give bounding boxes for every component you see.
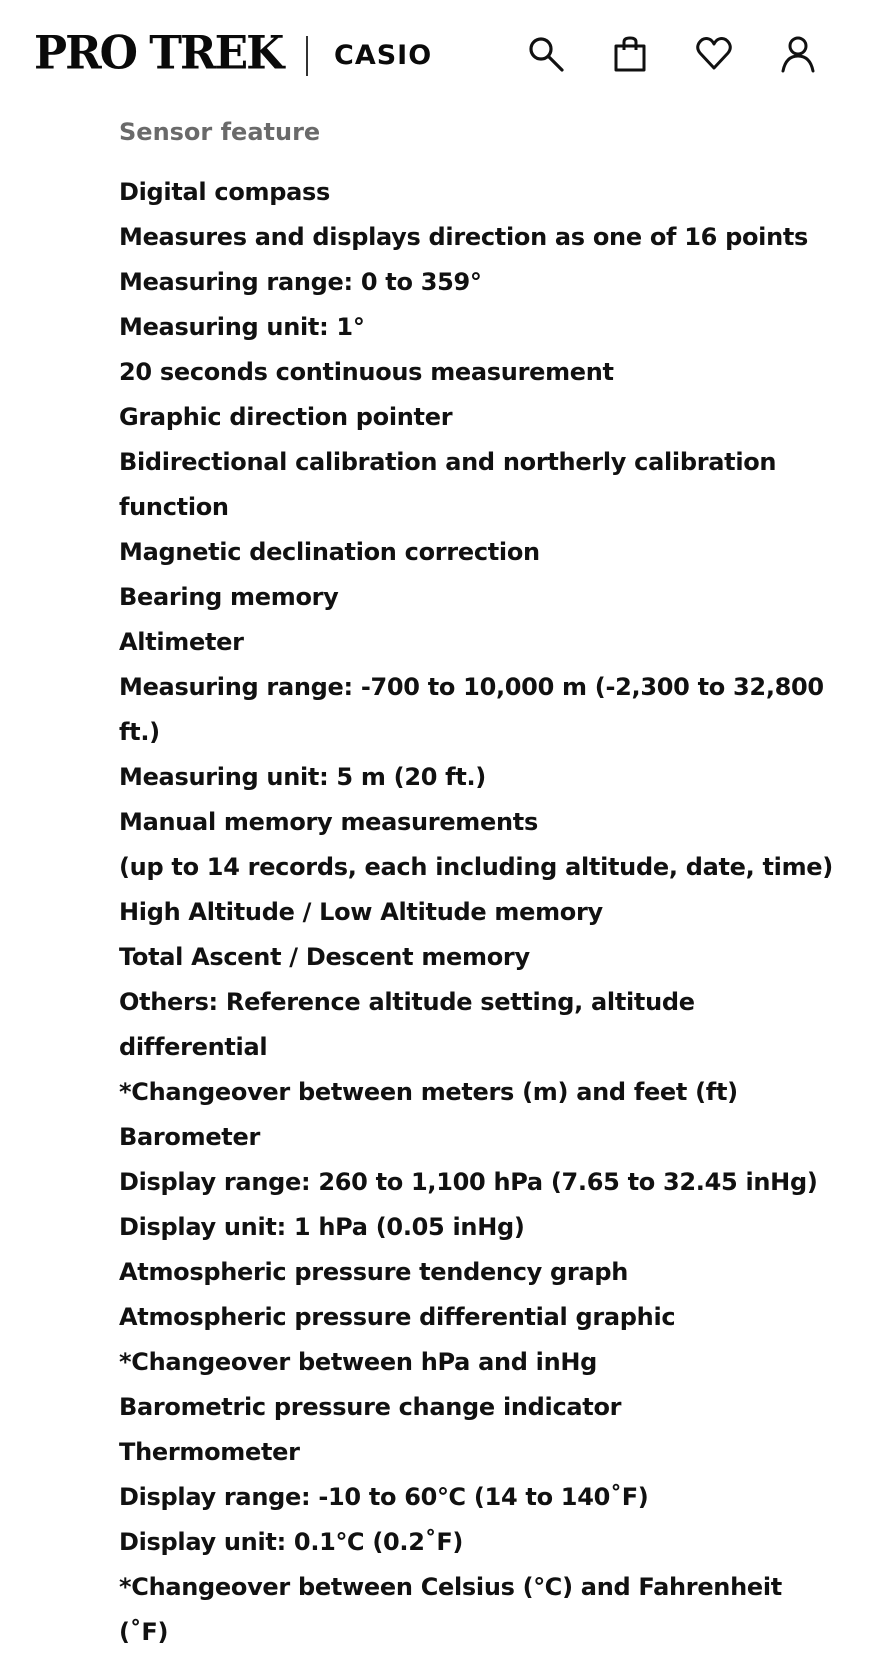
feature-item: Thermometer [119, 1438, 300, 1466]
feature-item: Display range: -10 to 60℃ (14 to 140˚F) [119, 1483, 649, 1511]
feature-item: Others: Reference altitude setting, altitude differential [119, 988, 695, 1061]
heart-icon[interactable] [692, 32, 736, 76]
sensor-feature-section [119, 108, 839, 1655]
feature-item: *Changeover between hPa and inHg [119, 1348, 598, 1376]
feature-item: Graphic direction pointer [119, 403, 453, 431]
feature-item: Altimeter [119, 628, 244, 656]
feature-item: 20 seconds continuous measurement [119, 358, 614, 386]
feature-item: *Changeover between meters (m) and feet (ft) [119, 1078, 738, 1106]
casio-logo[interactable]: CASIO [334, 40, 433, 71]
feature-item: Total Ascent / Descent memory [119, 943, 530, 971]
feature-item: Display unit: 1 hPa (0.05 inHg) [119, 1213, 525, 1241]
pro-trek-logo[interactable]: PRO TREK [34, 26, 283, 81]
feature-item: Measuring range: -700 to 10,000 m (-2,300 to 32,800 ft.) [119, 673, 824, 746]
feature-item: Atmospheric pressure differential graphic [119, 1303, 676, 1331]
feature-item: Barometer [119, 1123, 260, 1151]
feature-item: Display unit: 0.1℃ (0.2˚F) [119, 1528, 464, 1556]
logo-divider [306, 36, 308, 76]
user-icon[interactable] [776, 32, 820, 76]
feature-item: High Altitude / Low Altitude memory [119, 898, 603, 926]
feature-item: Magnetic declination correction [119, 538, 540, 566]
feature-item: Atmospheric pressure tendency graph [119, 1258, 629, 1286]
search-icon[interactable] [524, 32, 568, 76]
feature-item: Digital compass [119, 178, 330, 206]
feature-item: (up to 14 records, each including altitude, date, time) [119, 853, 833, 881]
feature-item: Display range: 260 to 1,100 hPa (7.65 to 32.45 inHg) [119, 1168, 818, 1196]
section-title: Sensor feature [119, 118, 321, 146]
feature-item: *Changeover between Celsius (℃) and Fahrenheit (˚F) [119, 1573, 782, 1646]
feature-item: Bidirectional calibration and northerly calibration function [119, 448, 777, 521]
feature-item: Measuring unit: 5 m (20 ft.) [119, 763, 486, 791]
shopping-bag-icon[interactable] [608, 32, 652, 76]
feature-item: Bearing memory [119, 583, 339, 611]
site-header [0, 0, 874, 112]
feature-item: Barometric pressure change indicator [119, 1393, 622, 1421]
feature-item: Measures and displays direction as one of 16 points [119, 223, 809, 251]
feature-item: Manual memory measurements [119, 808, 538, 836]
feature-item: Measuring range: 0 to 359° [119, 268, 482, 296]
feature-list [119, 170, 839, 1655]
feature-item: Measuring unit: 1° [119, 313, 365, 341]
